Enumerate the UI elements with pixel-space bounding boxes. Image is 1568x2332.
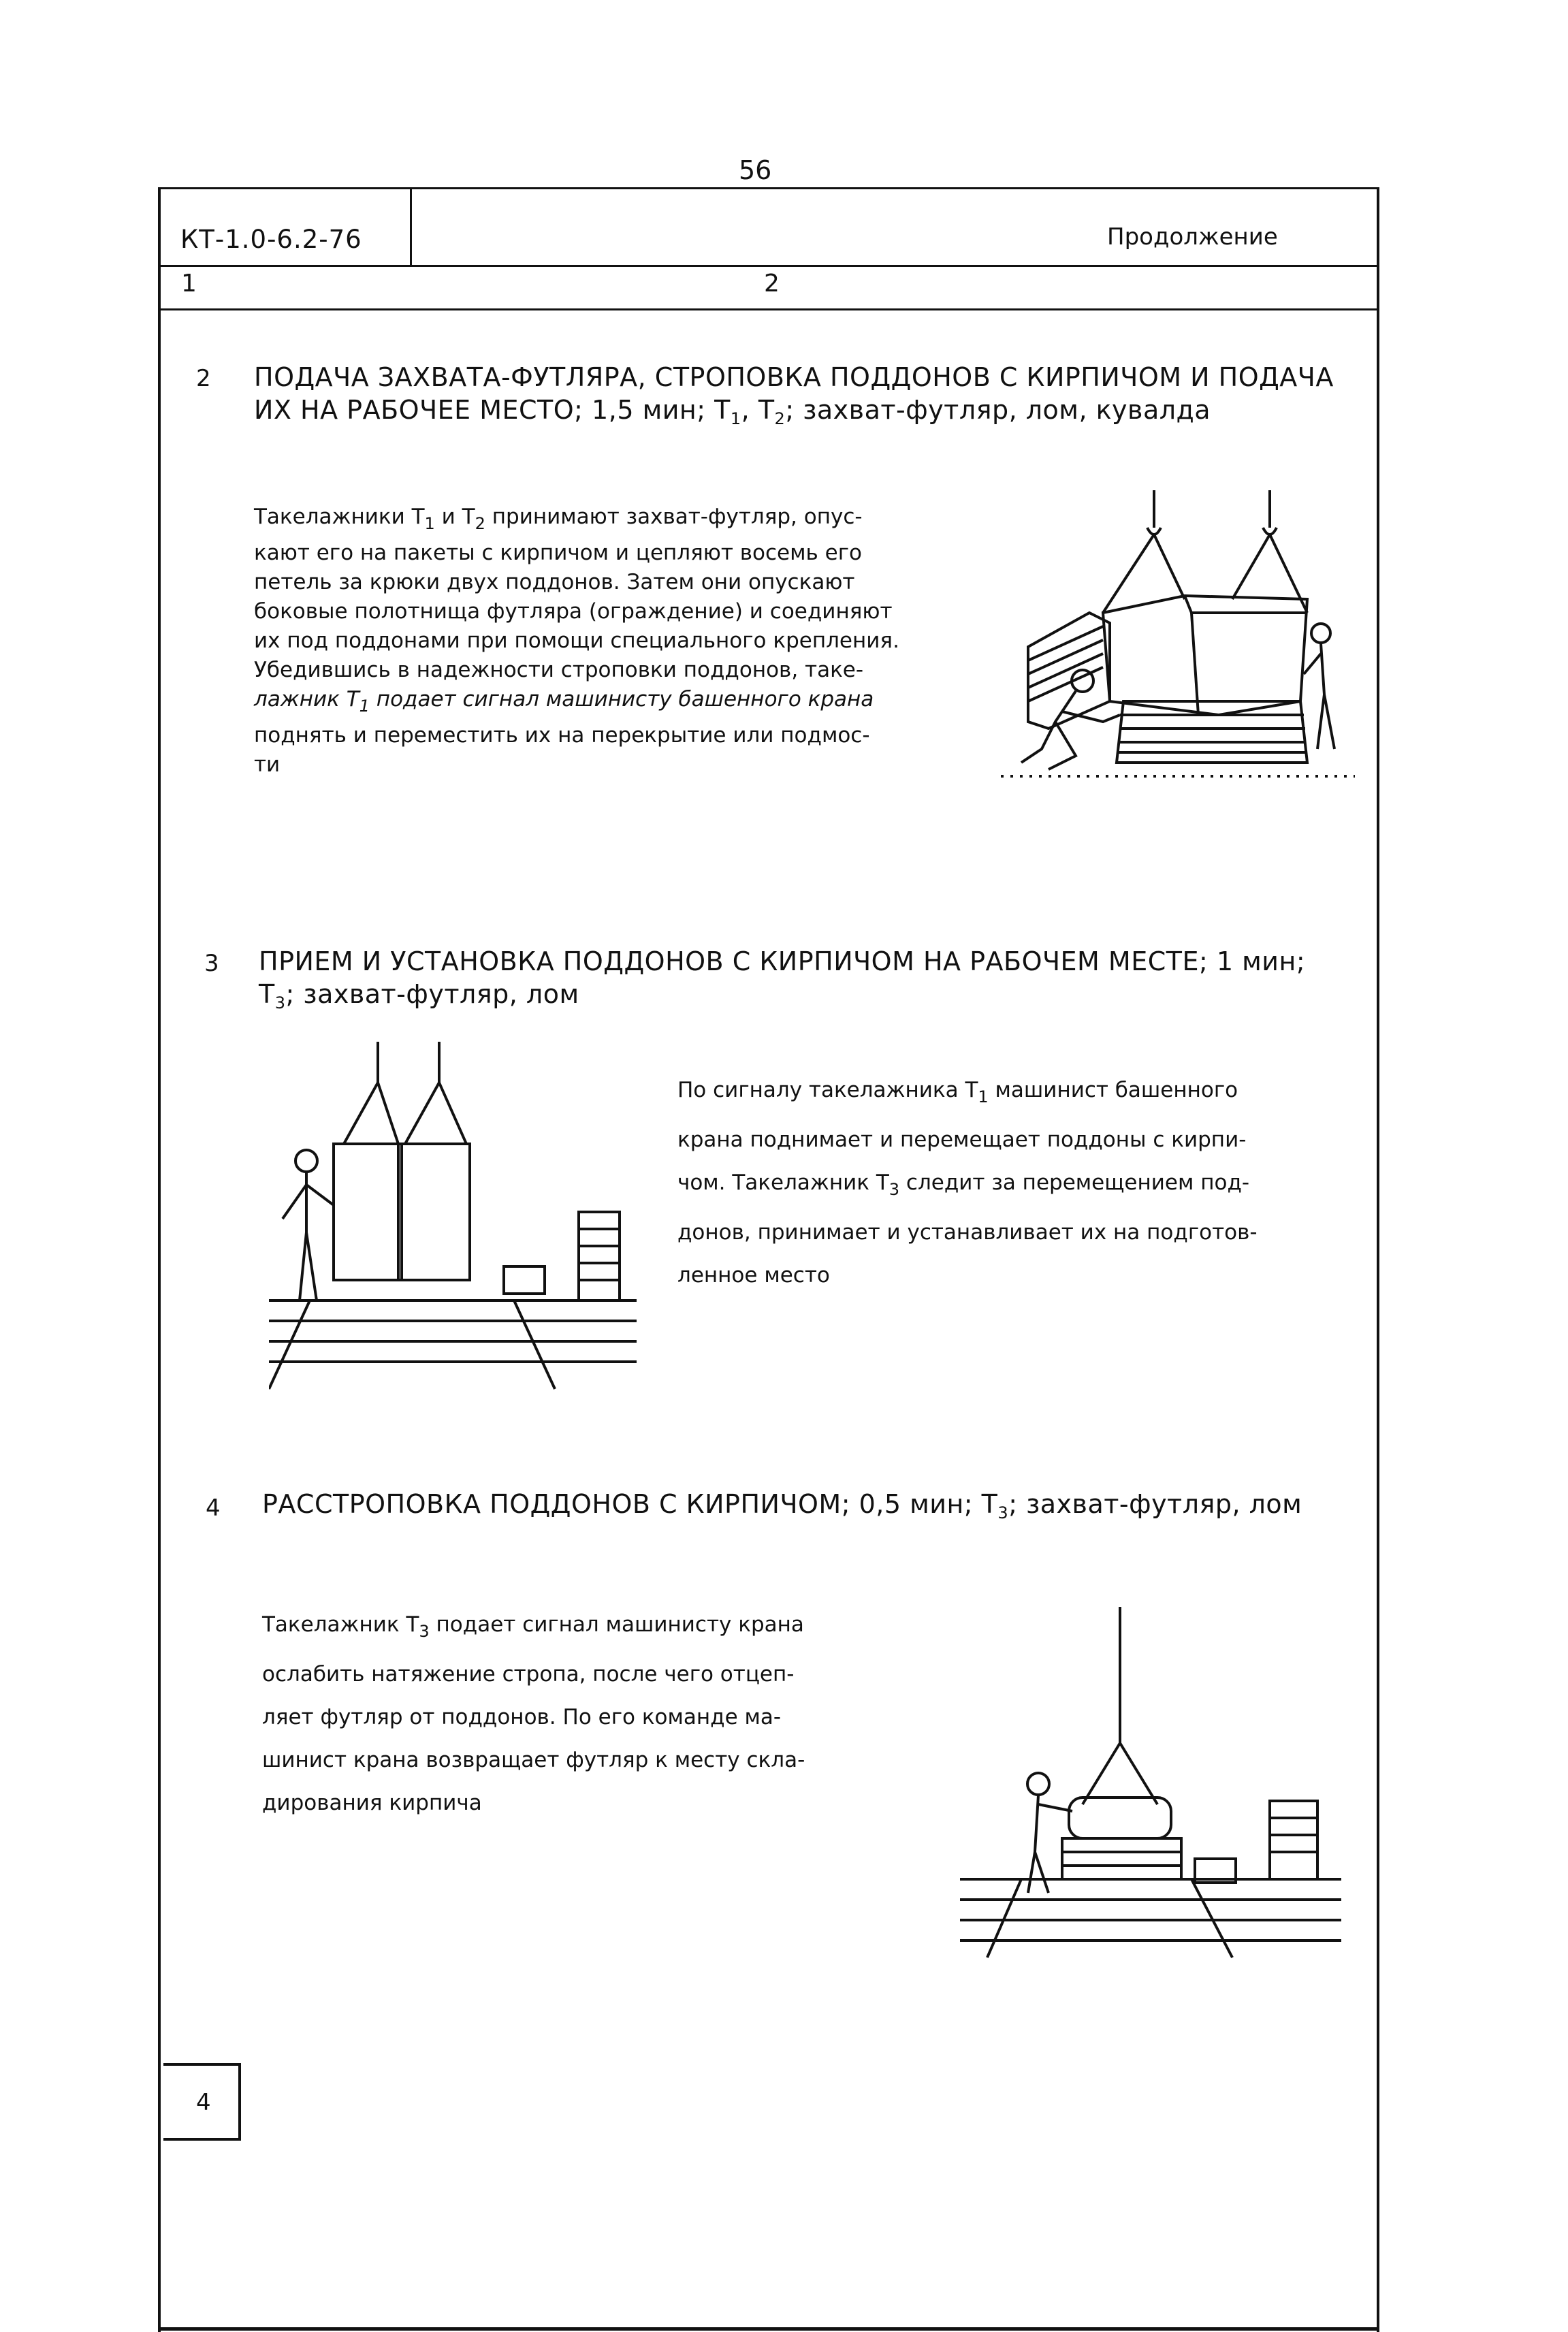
- pallets-reception-illustration: [269, 1042, 637, 1396]
- frame-right-border: [1377, 187, 1379, 2332]
- frame-left-border: [158, 187, 161, 2332]
- header-rule: [158, 265, 1379, 267]
- document-code: КТ-1.0-6.2-76: [180, 225, 362, 254]
- sheet-number: 4: [196, 2089, 211, 2116]
- slinging-pallets-illustration: [1001, 477, 1355, 790]
- step-4-description: Такелажник $Т_3$ подает сигнал машинисту крана ослабить натяжение стропа, после чего отцеп- ляет футляр от поддонов. По его команде ма- шинист крана возвращает футляр к месту скла- дирования кирпича: [262, 1612, 805, 1815]
- column-header-2: 2: [764, 270, 780, 298]
- page-number: 56: [739, 155, 772, 185]
- step-3-heading: ПРИЕМ И УСТАНОВКА ПОДДОНОВ С КИРПИЧОМ НА РАБОЧЕМ МЕСТЕ; 1 мин; $Т_3$; захват-футляр, лом: [259, 946, 1306, 1012]
- step-3-description: По сигналу такелажника $Т_1$ машинист башенного крана поднимает и перемещает поддоны с кирпи- чом. Такелажник $Т_3$ следит за перемещением под- донов, принимает и устанавливает их на подготов- ленное место: [677, 1078, 1258, 1288]
- step-4-number: 4: [206, 1495, 221, 1522]
- step-4-heading: РАССТРОПОВКА ПОДДОНОВ С КИРПИЧОМ; 0,5 мин; $Т_3$; захват-футляр, лом: [262, 1489, 1302, 1522]
- frame-bottom-border: [158, 2327, 1379, 2331]
- step-2-heading: ПОДАЧА ЗАХВАТА-ФУТЛЯРА, СТРОПОВКА ПОДДОНОВ С КИРПИЧОМ И ПОДАЧА ИХ НА РАБОЧЕЕ МЕСТО; 1,5 мин; $Т_1$, $Т_2$; захват-футляр, лом, кувалда: [254, 362, 1334, 428]
- step-2-description: Такелажники $Т_1$ и $Т_2$ принимают захват-футляр, опус- кают его на пакеты с кирпичом и цепляют восемь его петель за крюки двух поддонов. Затем они опускают боковые полотнища футляра (ограждение) и соединяют их под поддонами при помощи специального крепления. Убедившись в надежности строповки поддонов, таке- лажник $Т_1$ подает сигнал машинисту башенного крана поднять и переместить их на перекрытие или подмос- ти: [254, 505, 899, 777]
- column-header-rule: [158, 308, 1379, 310]
- step-3-number: 3: [204, 950, 219, 977]
- unslinging-pallets-illustration: [960, 1607, 1341, 1961]
- step-2-number: 2: [196, 365, 211, 392]
- column-header-1: 1: [181, 270, 197, 298]
- continuation-label: Продолжение: [1107, 223, 1278, 251]
